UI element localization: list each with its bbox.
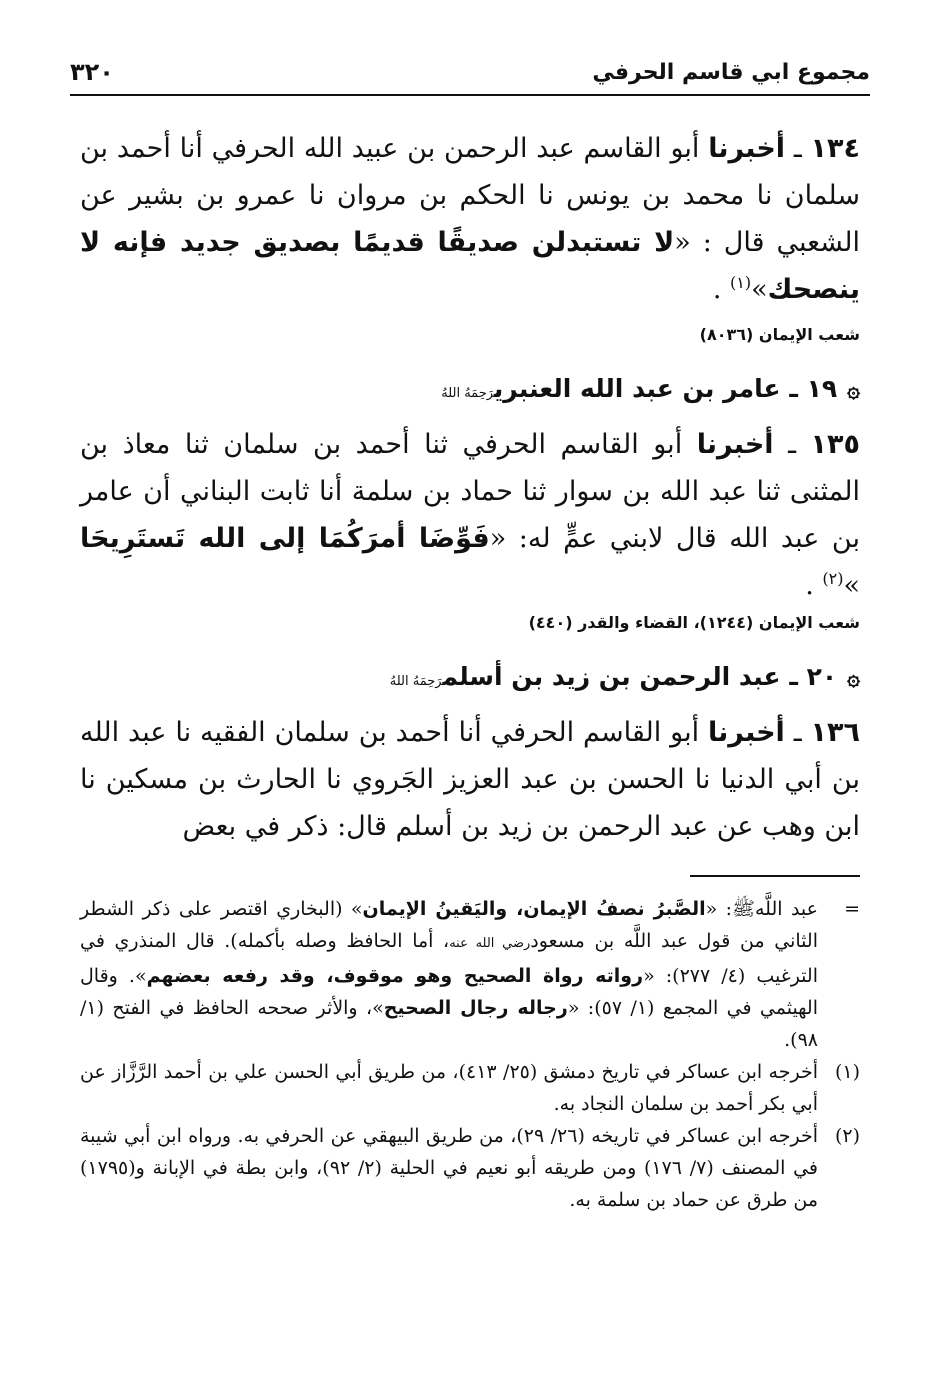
- footnote-quote: رواته رواة الصحيح وهو موقوف، وقد رفعه بعضهم: [146, 965, 644, 987]
- narration-quote: لا تستبدلن صديقًا قديمًا بصديق جديد فإنه لا ينصحك: [80, 227, 860, 305]
- footnote-quote: رجاله رجال الصحيح: [383, 997, 568, 1019]
- quote-close: »: [843, 570, 860, 601]
- dash: ـ: [788, 429, 796, 460]
- narration-135: [80, 421, 860, 609]
- sentence-end: .: [712, 274, 722, 305]
- heading-number: ١٩: [806, 374, 838, 403]
- flower-icon: ۞: [847, 378, 860, 403]
- footnote-text: » (البخاري اقتصر على ذكر الشطر الثاني من قول عبد اللَّه بن مسعود: [80, 898, 818, 952]
- footnotes: [80, 893, 860, 1216]
- footnote-marker: (٢): [834, 1125, 860, 1147]
- dash: ـ: [793, 717, 802, 748]
- footnote-1: [80, 1056, 860, 1120]
- footnote-text: عبد اللَّه: [755, 898, 818, 920]
- narration-number: ١٣٦: [810, 717, 860, 748]
- footnote-text: ». وقال الهيثمي في المجمع (١/ ٥٧): «: [80, 965, 819, 1019]
- section-heading-20: [80, 662, 860, 691]
- footnote-2: [80, 1120, 860, 1216]
- footnote-ref[interactable]: (١): [730, 273, 752, 292]
- honorific: ﷺ: [732, 898, 755, 920]
- footnote-text: أخرجه ابن عساكر في تاريخ دمشق (٢٥/ ٤١٣)، من طريق أبي الحسن علي بن أحمد الرَّزَّاز عن أبي بكر أحمد بن سلمان النجاد به.: [80, 1061, 818, 1115]
- footnote-separator: [690, 875, 860, 877]
- footnote-continuation: [80, 893, 860, 1056]
- book-title: مجموع ابي قاسم الحرفي: [592, 60, 870, 85]
- running-header: [70, 58, 870, 96]
- flower-icon: ۞: [847, 666, 860, 691]
- narration-quote: فَوِّضَا أمرَكُمَا إلى الله تَستَرِيحَا: [80, 523, 490, 554]
- source-citation: شعب الإيمان (٨٠٣٦): [699, 325, 860, 344]
- footnote-marker: =: [844, 898, 860, 920]
- narration-text: أبو القاسم الحرفي ثنا أحمد بن سلمان ثنا معاذ بن المثنى ثنا عبد الله بن سوار ثنا حماد بن سلمة أنا ثابت البناني أن عامر بن عبد الله قال لابني عمٍّ له: «: [80, 429, 860, 554]
- page-number: ٣٢٠: [70, 58, 114, 86]
- dash: ـ: [789, 662, 798, 691]
- honorific: رَحِمَهُ اللهُ: [389, 674, 443, 689]
- footnote-quote: الصَّبرُ نصفُ الإيمان، واليَقينُ الإيمان: [362, 898, 706, 920]
- main-text: [80, 125, 860, 850]
- narration-text: أبو القاسم الحرفي أنا أحمد بن سلمان الفقيه نا عبد الله بن أبي الدنيا نا الحسن بن عبد العزيز الجَروي نا الحارث بن مسكين نا ابن وهب عن عبد الرحمن بن زيد بن أسلم قال: ذكر في بعض: [80, 717, 860, 842]
- narration-lead: أخبرنا: [696, 429, 774, 460]
- narration-lead: أخبرنا: [708, 133, 786, 164]
- footnote-text: أخرجه ابن عساكر في تاريخه (٢٦/ ٢٩)، من طريق البيهقي عن الحرفي به. ورواه ابن أبي شيبة في المصنف (٧/ ١٧٦) ومن طريقه أبو نعيم في الحلية (٢/ ٩٢)، وابن بطة في الإبانة و(١٧٩٥) من طرق عن حماد بن سلمة به.: [80, 1125, 819, 1211]
- narration-lead: أخبرنا: [708, 717, 785, 748]
- section-heading-19: [80, 374, 860, 403]
- heading-number: ٢٠: [806, 662, 838, 691]
- source-citation: شعب الإيمان (١٢٤٤)، القضاء والقدر (٤٤٠): [528, 613, 860, 632]
- sentence-end: .: [805, 570, 814, 601]
- honorific: رَحِمَهُ اللهُ: [441, 386, 494, 401]
- heading-name: عبد الرحمن بن زيد بن أسلم: [442, 662, 781, 691]
- dash: ـ: [793, 133, 802, 164]
- heading-name: عامر بن عبد الله العنبري: [493, 374, 781, 403]
- footnote-text: »، والأثر صححه الحافظ في الفتح (١/ ٩٨).: [80, 997, 818, 1051]
- narration-number: ١٣٤: [810, 133, 860, 164]
- footnote-text: ، أما الحافظ وصله بأكمله). قال المنذري في الترغيب (٤/ ٢٧٧): «: [80, 930, 818, 987]
- footnote-marker: (١): [834, 1061, 860, 1083]
- quote-close: »: [751, 274, 768, 305]
- narration-136: [80, 709, 860, 850]
- dash: ـ: [789, 374, 798, 403]
- footnote-ref[interactable]: (٢): [822, 569, 844, 588]
- narration-134: [80, 125, 860, 313]
- honorific: رضي الله عنه: [449, 936, 531, 951]
- narration-number: ١٣٥: [810, 429, 860, 460]
- narration-text: أبو القاسم عبد الرحمن بن عبيد الله الحرفي أنا أحمد بن سلمان نا محمد بن يونس نا الحكم بن مروان نا عمرو بن بشير عن الشعبي قال : «: [80, 133, 860, 258]
- footnote-text: : «: [705, 898, 733, 920]
